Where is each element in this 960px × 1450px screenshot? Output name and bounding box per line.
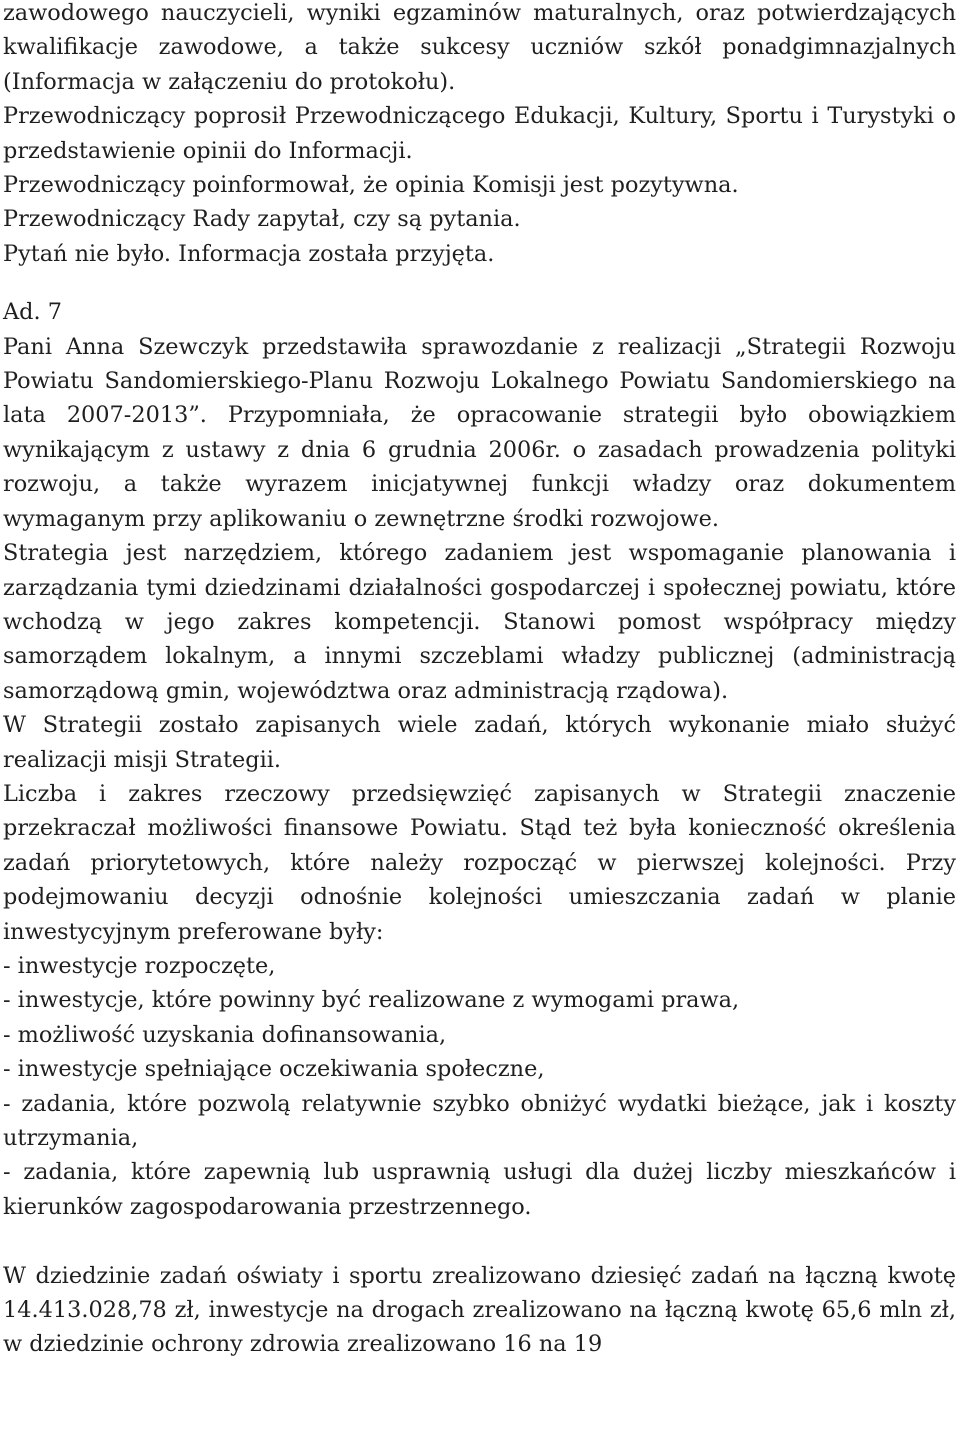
document-page — [3, 0, 956, 1362]
list-item: - inwestycje spełniające oczekiwania społeczne, — [3, 1056, 545, 1083]
priority-list — [3, 949, 956, 1224]
paragraph-questions: Przewodniczący Rady zapytał, czy są pytania. — [3, 206, 521, 233]
paragraph-accepted: Pytań nie było. Informacja została przyjęta. — [3, 240, 495, 267]
paragraph-strategy-report: Pani Anna Szewczyk przedstawiła sprawozdanie z realizacji „Strategii Rozwoju Powiatu Sandomierskiego-Planu Rozwoju Lokalnego Powiatu Sandomierskiego na lata 2007-2013”. Przypomniała, że opracowanie strategii było obowiązkiem wynikającym z ustawy z dnia 6 grudnia 2006r. o zasadach prowadzenia polityki rozwoju, a także wyrazem inicjatywnej funkcji władzy oraz dokumentem wymaganym przy aplikowaniu o zewnętrzne środki rozwojowe. — [3, 333, 956, 532]
list-item: - możliwość uzyskania dofinansowania, — [3, 1021, 447, 1048]
paragraph-opinion-request: Przewodniczący poprosił Przewodniczącego Edukacji, Kultury, Sportu i Turystyki o przedstawienie opinii do Informacji. — [3, 103, 956, 164]
paragraph-exam-results: zawodowego nauczycieli, wyniki egzaminów maturalnych, oraz potwierdzających kwalifikacje zawodowe, a także sukcesy uczniów szkół ponadgimnazjalnych (Informacja w załączeniu do protokołu). — [3, 0, 956, 95]
paragraph-priorities: Liczba i zakres rzeczowy przedsięwzięć zapisanych w Strategii znaczenie przekraczał możliwości finansowe Powiatu. Stąd też była konieczność określenia zadań priorytetowych, które należy rozpocząć w pierwszej kolejności. Przy podejmowaniu decyzji odnośnie kolejności umieszczania zadań w planie inwestycyjnym preferowane były: — [3, 780, 956, 945]
list-item: - inwestycje, które powinny być realizowane z wymogami prawa, — [3, 987, 740, 1014]
paragraph-strategy-tasks: W Strategii zostało zapisanych wiele zadań, których wykonanie miało służyć realizacji misji Strategii. — [3, 712, 956, 773]
blank-line — [3, 271, 956, 295]
paragraph-education-results: W dziedzinie zadań oświaty i sportu zrealizowano dziesięć zadań na łączną kwotę 14.413.028,78 zł, inwestycje na drogach zrealizowano na łączną kwotę 65,6 mln zł, w dziedzinie ochrony zdrowia zrealizowano 16 na 19 — [3, 1262, 956, 1358]
list-item: - zadania, które pozwolą relatywnie szybko obniżyć wydatki bieżące, jak i koszty utrzymania, — [3, 1090, 956, 1151]
paragraph-opinion-positive: Przewodniczący poinformował, że opinia Komisji jest pozytywna. — [3, 172, 739, 199]
paragraph-strategy-tool: Strategia jest narzędziem, którego zadaniem jest wspomaganie planowania i zarządzania tymi dziedzinami działalności gospodarczej i społecznej powiatu, które wchodzą w jego zakres kompetencji. Stanowi pomost współpracy między samorządem lokalnym, a innymi szczeblami władzy publicznej (administracją samorządową gmin, województwa oraz administracją rządowa). — [3, 540, 956, 704]
list-item: - inwestycje rozpoczęte, — [3, 952, 276, 979]
list-item: - zadania, które zapewnią lub usprawnią usługi dla dużej liczby mieszkańców i kierunków zagospodarowania przestrzennego. — [3, 1159, 956, 1220]
agenda-item-heading: Ad. 7 — [3, 299, 62, 326]
blank-line — [3, 1224, 956, 1258]
